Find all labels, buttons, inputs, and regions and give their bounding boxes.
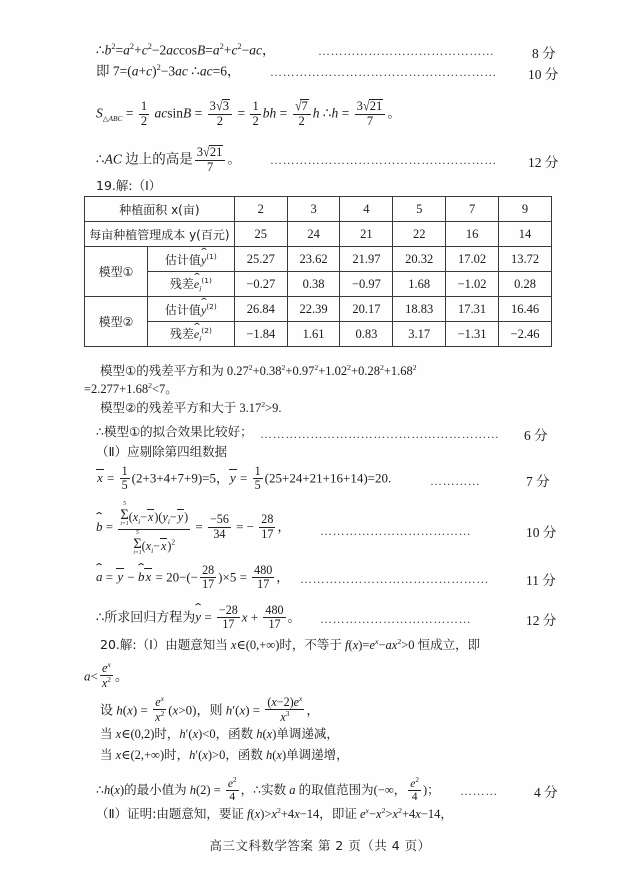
cell-res1-3: 1.68: [393, 272, 446, 297]
page-footer: 高三文科数学答案 第 2 页（共 4 页）: [209, 838, 431, 853]
q19-bhat-leader: ………………………………: [320, 524, 472, 538]
table-row-residual1: [85, 272, 552, 297]
cell-res2-4: −1.31: [446, 322, 499, 347]
cell-est2-3: 18.83: [393, 297, 446, 322]
q19-final-score: 12 分: [526, 613, 557, 628]
table-row-residual2: [85, 322, 552, 347]
cell-res1-4: −1.02: [446, 272, 499, 297]
q19-final-leader: ………………………………: [320, 612, 472, 626]
cell-area-4: 7: [446, 197, 499, 222]
q20-line1: 20.解:（Ⅰ）由题意知当 x∈(0,+∞)时，不等于 $f(x)=e^x-ax^2>0$ 恒成立，即: [100, 637, 481, 653]
model-comparison-table: [84, 196, 552, 347]
q19-ahat: a ⌃ = y − b ⌃x = 20−(− $\frac{28}{17}$ )×5 = $\frac{480}{17}$ ，: [96, 564, 289, 591]
table-row-estimate1: [85, 247, 552, 272]
row-label-model1: 模型①: [85, 247, 148, 297]
cell-cost-2: 21: [340, 222, 393, 247]
q18-line1-leader: ……………………………………: [318, 44, 495, 58]
q20-line1-cont: a< $\frac{e^x}{x^2}$ 。: [84, 660, 128, 691]
q19-para3-score: 6 分: [524, 428, 548, 443]
row-label-residual2: 残差e $⌃_i^{(2)}$: [147, 322, 234, 347]
cell-est1-0: 25.27: [234, 247, 287, 272]
q19-means-score: 7 分: [526, 474, 550, 489]
cell-area-2: 4: [340, 197, 393, 222]
q20-line2: 设 h(x) = $\frac{e^x}{x^2}$ (x>0)，则 h′(x) = $\frac{(x-2)e^x}{x^3}$ ，: [100, 694, 320, 725]
cell-est1-4: 17.02: [446, 247, 499, 272]
q19-ahat-score: 11 分: [526, 573, 556, 588]
cell-res2-0: −1.84: [234, 322, 287, 347]
q19-heading: 19.解:（Ⅰ）: [96, 178, 162, 193]
row-label-estimate2: 估计值y ⌃$^{(2)}$: [147, 297, 234, 322]
row-label-cost: 每亩种植管理成本 y(百元): [85, 222, 235, 247]
q18-line4: ∴AC 边上的高是 $\frac{3√21}{7}$ 。: [96, 143, 241, 174]
cell-est2-5: 16.46: [499, 297, 552, 322]
q19-para3-leader: …………………………………………………: [260, 427, 500, 441]
q19-para3: ∴模型①的拟合效果比较好；: [96, 424, 253, 439]
q18-line1-score: 8 分: [532, 46, 556, 61]
q19-para2: 模型②的残差平方和大于 $3.17^2>9$.: [100, 400, 282, 416]
cell-res1-2: −0.97: [340, 272, 393, 297]
q20-line6: （Ⅱ）证明:由题意知，要证 $f(x)>x^2+4x-14$，即证 $e^x-x^2>x^2+4x-14$，: [96, 806, 453, 822]
cell-est2-4: 17.31: [446, 297, 499, 322]
q20-line5-score: 4 分: [534, 785, 558, 800]
q19-para1: 模型①的残差平方和为 $0.27^2+0.38^2+0.97^2+1.02^2+0.28^2+1.68^2$: [100, 363, 417, 379]
q19-part2-head: （Ⅱ）应剔除第四组数据: [96, 444, 228, 459]
q18-line1: $\therefore b^2=a^2+c^2-2accosB=a^2+c^2-ac$，: [96, 42, 276, 59]
table-row-estimate2: [85, 297, 552, 322]
cell-est1-2: 21.97: [340, 247, 393, 272]
cell-est2-0: 26.84: [234, 297, 287, 322]
cell-res2-5: −2.46: [499, 322, 552, 347]
cell-est1-3: 20.32: [393, 247, 446, 272]
cell-res1-5: 0.28: [499, 272, 552, 297]
table-row-cost: [85, 222, 552, 247]
row-label-estimate1: 估计值y ⌃$^{(1)}$: [147, 247, 234, 272]
row-label-residual1: 残差e $⌃_i^{(1)}$: [147, 272, 234, 297]
cell-area-0: 2: [234, 197, 287, 222]
q18-line4-score: 12 分: [528, 155, 559, 170]
cell-cost-3: 22: [393, 222, 446, 247]
row-label-model2: 模型②: [85, 297, 148, 347]
q19-bhat-formula: b ⌃ = 5 Σ i=1 $(x_i-x)(y_i-y)$ 5 Σ i=1 $(x_i-x)^2$ = $\frac{-56}{34}$ = − $\frac{28}{17}$ ，: [96, 502, 290, 557]
q20-line5: ∴h(x)的最小值为 h(2) = $\frac{e^2}{4}$ ，∴实数 a 的取值范围为(−∞， $\frac{e^2}{4}$ )；: [96, 776, 440, 804]
cell-res2-2: 0.83: [340, 322, 393, 347]
cell-area-3: 5: [393, 197, 446, 222]
cell-area-1: 3: [287, 197, 340, 222]
cell-cost-0: 25: [234, 222, 287, 247]
cell-cost-5: 14: [499, 222, 552, 247]
cell-area-5: 9: [499, 197, 552, 222]
q19-means-leader: …………: [430, 474, 481, 488]
q20-line4: 当 x∈(2,+∞)时，h′(x)>0，函数 h(x)单调递增，: [100, 747, 349, 762]
q18-line2: 即 $7=(a+c)^2-3ac$ ∴ac=6，: [96, 63, 241, 80]
q20-line5-leader: ………: [460, 784, 498, 798]
q19-para1b: $=2.277+1.68^2<7$。: [84, 381, 178, 397]
cell-est1-5: 13.72: [499, 247, 552, 272]
cell-res2-3: 3.17: [393, 322, 446, 347]
q19-final: ∴所求回归方程为y ⌃ = $\frac{-28}{17}$ x + $\frac{480}{17}$ 。: [96, 604, 301, 631]
q19-means: x = $\frac{1}{5}$ (2+3+4+7+9)=5，y = $\frac{1}{5}$ (25+24+21+16+14)=20.: [97, 464, 392, 493]
q18-line4-leader: ………………………………………………: [270, 153, 497, 167]
cell-est2-2: 20.17: [340, 297, 393, 322]
table-row-area: [85, 197, 552, 222]
q19-ahat-leader: ………………………………………: [300, 572, 489, 586]
q19-bhat-score: 10 分: [526, 525, 557, 540]
cell-est2-1: 22.39: [287, 297, 340, 322]
q18-line2-score: 10 分: [528, 67, 559, 82]
cell-res2-1: 1.61: [287, 322, 340, 347]
cell-cost-4: 16: [446, 222, 499, 247]
q20-line3: 当 x∈(0,2)时，h′(x)<0，函数 h(x)单调递减，: [100, 726, 339, 741]
cell-res1-1: 0.38: [287, 272, 340, 297]
cell-cost-1: 24: [287, 222, 340, 247]
cell-res1-0: −0.27: [234, 272, 287, 297]
cell-est1-1: 23.62: [287, 247, 340, 272]
q18-area-formula: $S_{\triangle ABC}$ = $\frac{1}{2}$ acsinB = $\frac{3√3}{2}$ = $\frac{1}{2}$ bh = $\frac{√7}{2}$ h ∴h = $\frac{3√21}{7}$ 。: [96, 97, 401, 128]
q18-line2-leader: ………………………………………………: [270, 65, 497, 79]
row-label-area: 种植面积 x(亩): [85, 197, 235, 222]
